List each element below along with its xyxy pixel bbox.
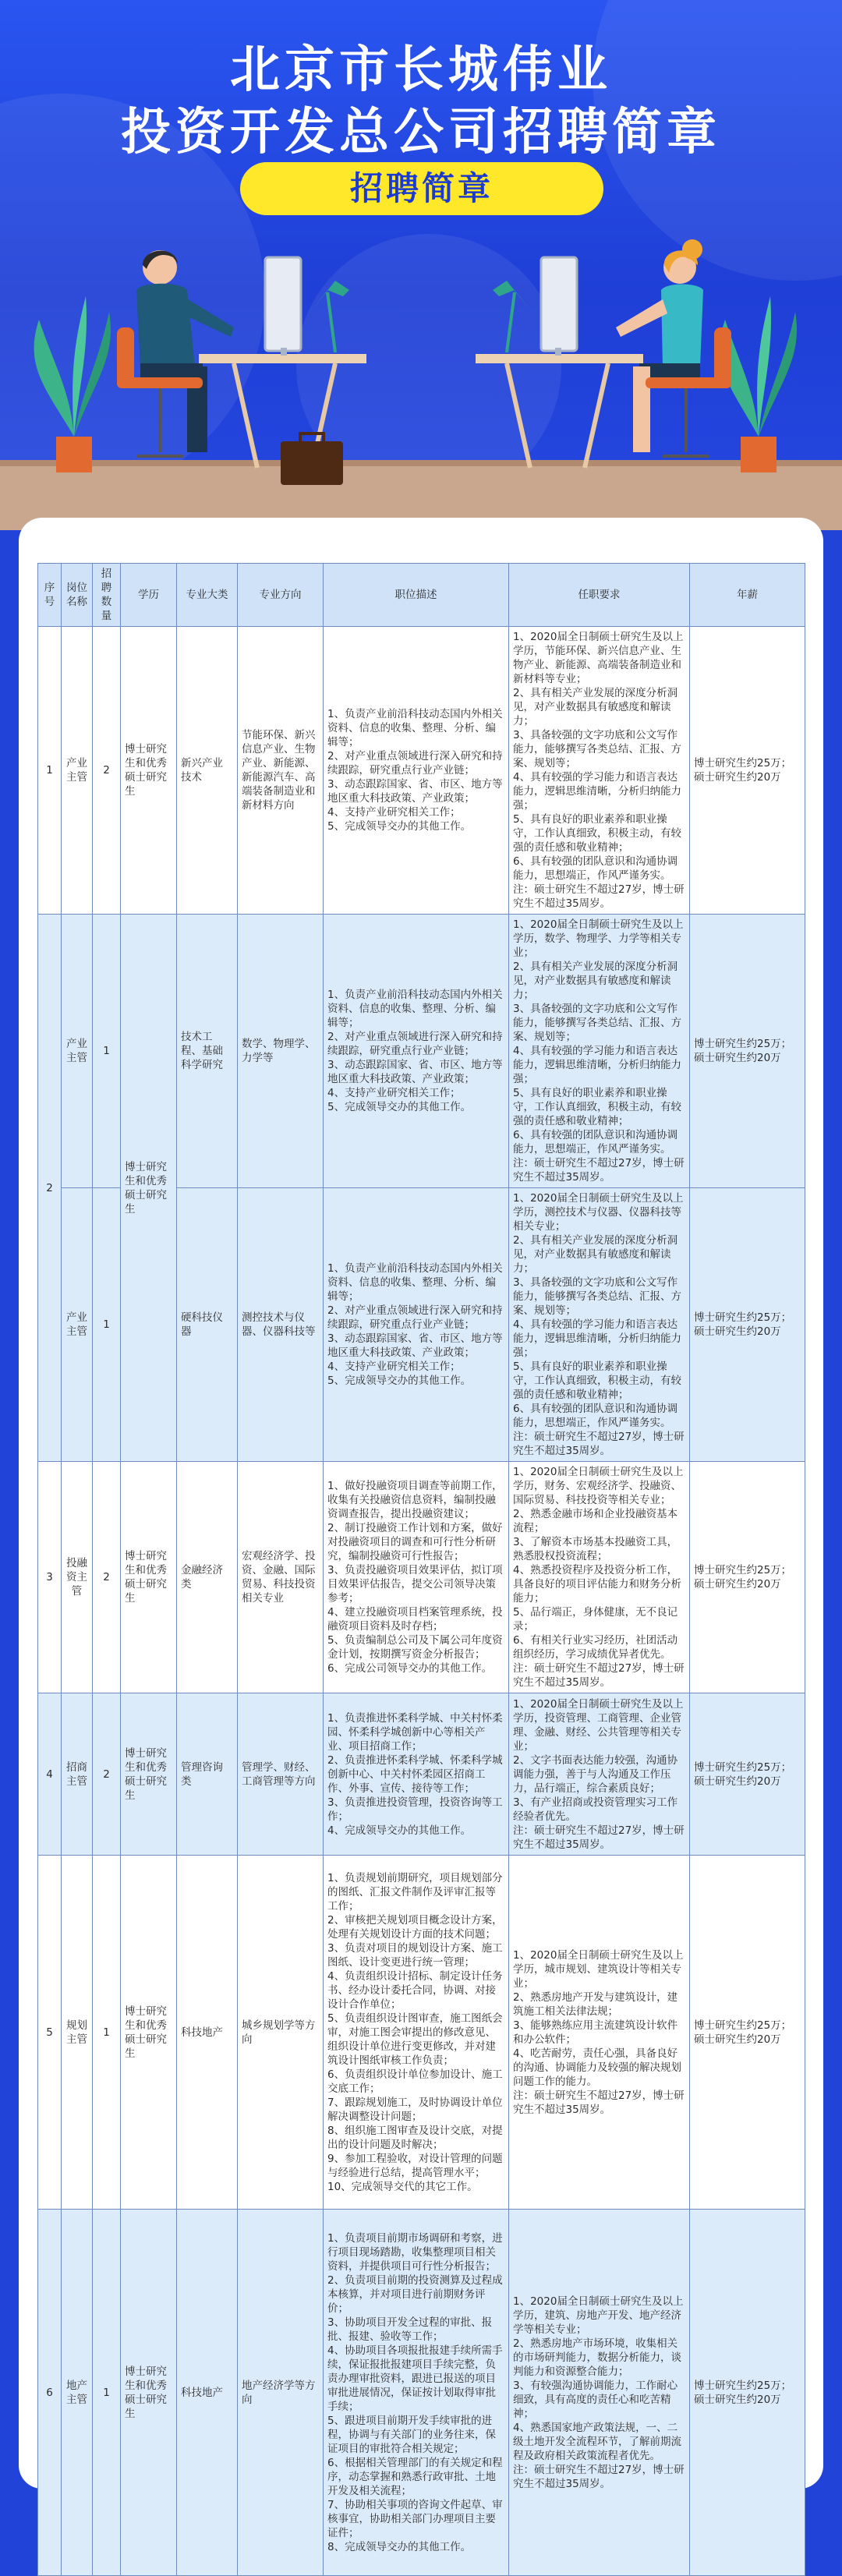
col-header: 专业大类 [177, 564, 238, 627]
col-header: 年薪 [690, 564, 805, 627]
briefcase-icon [281, 441, 343, 485]
salary: 博士研究生约25万；硕士研究生约20万 [690, 1693, 805, 1856]
degree: 博士研究生和优秀硕士研究生 [121, 1462, 177, 1693]
row-number: 4 [38, 1693, 62, 1856]
table-row [38, 1693, 805, 1856]
major-category: 硬科技仪器 [177, 1188, 238, 1462]
job-requirements: 1、2020届全日制硕士研究生及以上学历，数学、物理学、力学等相关专业； 2、具有相关产业发展的深度分析洞见，对产业数据具有敏感度和解读力； 3、具备较强的文字功底和公文写作能力，能够撰写各类总结、汇报、方案、规划等； 4、具有较强的学习能力和语言表达能力，逻辑思维清晰，分析归纳能力强； 5、具有良好的职业素养和职业操守，工作认真细致，积极主动，有较强的责任感和敬业精神； 6、具有较强的团队意识和沟通协调能力，思想端正，作风严谨务实。 注：硕士研究生不超过27岁，博士研究生不超过35周岁。 [509, 915, 690, 1188]
major-direction: 节能环保、新兴信息产业、生物产业、新能源、新能源汽车、高端装备制造业和新材料方向 [238, 627, 324, 915]
degree: 博士研究生和优秀硕士研究生 [121, 915, 177, 1462]
col-header: 序号 [38, 564, 62, 627]
major-direction: 城乡规划学等方向 [238, 1856, 324, 2210]
plant-left-icon [34, 296, 111, 472]
position-name: 规划主管 [62, 1856, 93, 2210]
major-category: 新兴产业技术 [177, 627, 238, 915]
col-header: 岗位名称 [62, 564, 93, 627]
hero-banner [0, 0, 842, 530]
position-name: 地产主管 [62, 2210, 93, 2576]
col-header: 职位描述 [324, 564, 509, 627]
hire-count: 2 [93, 627, 121, 915]
position-name: 产业主管 [62, 627, 93, 915]
table-header-row [38, 564, 805, 627]
salary: 博士研究生约25万；硕士研究生约20万 [690, 915, 805, 1188]
page-title-line2: 投资开发总公司招聘简章 [121, 104, 721, 161]
salary: 博士研究生约25万；硕士研究生约20万 [690, 1188, 805, 1462]
page-title-line1: 北京市长城伟业 [230, 41, 612, 99]
desk-left-icon [199, 257, 366, 468]
job-requirements: 1、2020届全日制硕士研究生及以上学历，测控技术与仪器、仪器科技等相关专业； 2、具有相关产业发展的深度分析洞见，对产业数据具有敏感度和解读力； 3、具备较强的文字功底和公文写作能力，能够撰写各类总结、汇报、方案、规划等； 4、具有较强的学习能力和语言表达能力，逻辑思维清晰，分析归纳能力强； 5、具有良好的职业素养和职业操守，工作认真细致，积极主动，有较强的责任感和敬业精神； 6、具有较强的团队意识和沟通协调能力，思想端正，作风严谨务实。 注：硕士研究生不超过27岁，博士研究生不超过35周岁。 [509, 1188, 690, 1462]
row-number: 1 [38, 627, 62, 915]
title-badge: 招聘简章 [240, 162, 603, 215]
salary: 博士研究生约25万；硕士研究生约20万 [690, 627, 805, 915]
position-name: 产业主管 [62, 915, 93, 1188]
major-category: 管理咨询类 [177, 1693, 238, 1856]
job-requirements: 1、2020届全日制硕士研究生及以上学历，投资管理、工商管理、企业管理、金融、财经、公共管理等相关专业； 2、文字书面表达能力较强，沟通协调能力强，善于与人沟通及工作压力，品行端正，综合素质良好； 3、有产业招商或投资管理实习工作经验者优先。 注：硕士研究生不超过27岁，博士研究生不超过35周岁。 [509, 1693, 690, 1856]
degree: 博士研究生和优秀硕士研究生 [121, 2210, 177, 2576]
hire-count: 1 [93, 2210, 121, 2576]
woman-icon [616, 239, 731, 456]
col-header: 学历 [121, 564, 177, 627]
hire-count: 1 [93, 1856, 121, 2210]
position-name: 产业主管 [62, 1188, 93, 1462]
table-row [38, 1462, 805, 1693]
table-row [38, 915, 805, 1188]
hire-count: 2 [93, 1462, 121, 1693]
salary: 博士研究生约25万；硕士研究生约20万 [690, 2210, 805, 2576]
job-description: 1、负责产业前沿科技动态国内外相关资料、信息的收集、整理、分析、编辑等； 2、对产业重点领域进行深入研究和持续跟踪，研究重点行业产业链； 3、动态跟踪国家、省、市区、地方等地区重大科技政策、产业政策； 4、支持产业研究相关工作； 5、完成领导交办的其他工作。 [324, 1188, 509, 1462]
job-description: 1、做好投融资项目调查等前期工作，收集有关投融资信息资料，编制投融资调查报告，提出投融资建议； 2、制订投融资工作计划和方案，做好对投融资项目的调查和可行性分析研究，编制投融资可行性报告； 3、负责投融资项目效果评估，拟订项目效果评估报告，提交公司领导决策参考； 4、建立投融资项目档案管理系统，投融资项目资料及时存档； 5、负责编制总公司及下属公司年度资金计划，按期撰写资金分析报告； 6、完成公司领导交办的其他工作。 [324, 1462, 509, 1693]
major-direction: 地产经济学等方向 [238, 2210, 324, 2576]
col-header: 任职要求 [509, 564, 690, 627]
salary: 博士研究生约25万；硕士研究生约20万 [690, 1856, 805, 2210]
job-description: 1、负责产业前沿科技动态国内外相关资料、信息的收集、整理、分析、编辑等； 2、对产业重点领域进行深入研究和持续跟踪，研究重点行业产业链； 3、动态跟踪国家、省、市区、地方等地区重大科技政策、产业政策； 4、支持产业研究相关工作； 5、完成领导交办的其他工作。 [324, 915, 509, 1188]
man-icon [117, 250, 234, 456]
major-category: 科技地产 [177, 1856, 238, 2210]
major-direction: 测控技术与仪器、仪器科技等 [238, 1188, 324, 1462]
job-requirements: 1、2020届全日制硕士研究生及以上学历，城市规划、建筑设计等相关专业； 2、熟悉房地产开发与建筑设计，建筑施工相关法律法规； 3、能够熟练应用主流建筑设计软件和办公软件； 4、吃苦耐劳，责任心强，具备良好的沟通、协调能力及较强的解决规划问题工作的能力。 注：硕士研究生不超过27岁，博士研究生不超过35周岁。 [509, 1856, 690, 2210]
row-number: 5 [38, 1856, 62, 2210]
table-row [38, 2210, 805, 2576]
major-direction: 宏观经济学、投资、金融、国际贸易、科技投资相关专业 [238, 1462, 324, 1693]
hire-count: 2 [93, 1693, 121, 1856]
job-description: 1、负责产业前沿科技动态国内外相关资料、信息的收集、整理、分析、编辑等； 2、对产业重点领域进行深入研究和持续跟踪，研究重点行业产业链； 3、动态跟踪国家、省、市区、地方等地区重大科技政策、产业政策； 4、支持产业研究相关工作； 5、完成领导交办的其他工作。 [324, 627, 509, 915]
major-direction: 数学、物理学、力学等 [238, 915, 324, 1188]
table-row [38, 1856, 805, 2210]
col-header: 招聘数量 [93, 564, 121, 627]
job-description: 1、负责推进怀柔科学城、中关村怀柔园、怀柔科学城创新中心等相关产业、项目招商工作； 2、负责推进怀柔科学城、怀柔科学城创新中心、中关村怀柔园区招商工作、外事、宣传、接待等工作； 3、负责推进投资管理，投资咨询等工作； 4、完成领导交办的其他工作。 [324, 1693, 509, 1856]
major-direction: 管理学、财经、工商管理等方向 [238, 1693, 324, 1856]
position-name: 招商主管 [62, 1693, 93, 1856]
major-category: 科技地产 [177, 2210, 238, 2576]
interview-illustration [0, 0, 842, 530]
degree: 博士研究生和优秀硕士研究生 [121, 1856, 177, 2210]
degree: 博士研究生和优秀硕士研究生 [121, 1693, 177, 1856]
col-header: 专业方向 [238, 564, 324, 627]
recruitment-table [37, 563, 805, 2576]
salary: 博士研究生约25万；硕士研究生约20万 [690, 1462, 805, 1693]
job-requirements: 1、2020届全日制硕士研究生及以上学历，节能环保、新兴信息产业、生物产业、新能源、高端装备制造业和新材料等专业； 2、具有相关产业发展的深度分析洞见，对产业数据具有敏感度和解读力； 3、具备较强的文字功底和公文写作能力，能够撰写各类总结、汇报、方案、规划等； 4、具有较强的学习能力和语言表达能力，逻辑思维清晰，分析归纳能力强； 5、具有良好的职业素养和职业操守，工作认真细致，积极主动，有较强的责任感和敬业精神； 6、具有较强的团队意识和沟通协调能力，思想端正，作风严谨务实。 注：硕士研究生不超过27岁，博士研究生不超过35周岁。 [509, 627, 690, 915]
degree: 博士研究生和优秀硕士研究生 [121, 627, 177, 915]
job-requirements: 1、2020届全日制硕士研究生及以上学历，财务、宏观经济学、投融资、国际贸易、科技投资等相关专业； 2、熟悉金融市场和企业投融资基本流程； 3、了解资本市场基本投融资工具，熟悉股权投资流程； 4、熟悉投资程序及投资分析工作，具备良好的项目评估能力和财务分析能力； 5、品行端正，身体健康，无不良记录； 6、有相关行业实习经历，社团活动组织经历，学习成绩优异者优先。 注：硕士研究生不超过27岁，博士研究生不超过35周岁。 [509, 1462, 690, 1693]
row-number: 2 [38, 915, 62, 1462]
major-category: 金融经济类 [177, 1462, 238, 1693]
major-category: 技术工程、基础科学研究 [177, 915, 238, 1188]
job-description: 1、负责项目前期市场调研和考察，进行项目现场踏勘，收集整理项目相关资料，并提供项目可行性分析报告； 2、负责项目前期的投资测算及过程成本核算，并对项目进行前期财务评价； 3、协助项目开发全过程的审批、报批、报建、验收等工作； 4、协助项目各项报批报建手续所需手续，保证报批报建项目手续完整，负责办理审批资料，跟进已报送的项目审批进展情况，保证按计划取得审批手续； 5、跟进项目前期开发手续审批的进程，协调与有关部门的业务往来，保证项目的审批符合相关规定； 6、根据相关管理部门的有关规定和程序，动态掌握和熟悉行政审批、土地开发及相关流程； 7、协助相关事项的咨询文件起草、审核事宜，协助相关部门办理项目主要证件； 8、完成领导交办的其他工作。 [324, 2210, 509, 2576]
job-requirements: 1、2020届全日制硕士研究生及以上学历，建筑、房地产开发、地产经济学等相关专业； 2、熟悉房地产市场环境，收集相关的市场研判能力，数据分析能力，谈判能力和资源整合能力； 3、有较强沟通协调能力，工作耐心细致，具有高度的责任心和吃苦精神； 4、熟悉国家地产政策法规，一、二级土地开发全流程环节，了解前期流程及政府相关政策流程者优先。 注：硕士研究生不超过27岁，博士研究生不超过35周岁。 [509, 2210, 690, 2576]
table-row [38, 627, 805, 915]
plant-right-icon [720, 296, 797, 472]
hire-count: 1 [93, 1188, 121, 1462]
hire-count: 1 [93, 915, 121, 1188]
row-number: 3 [38, 1462, 62, 1693]
row-number: 6 [38, 2210, 62, 2576]
job-description: 1、负责规划前期研究，项目规划部分的图纸、汇报文件制作及评审汇报等工作； 2、审核把关规划项目概念设计方案，处理有关规划设计方面的技术问题； 3、负责对项目的规划设计方案、施工图纸、设计变更进行统一管理； 4、负责组织设计招标、制定设计任务书、经办设计委托合同，协调、对接设计合作单位； 5、负责组织设计图审查，施工图纸会审，对施工图会审提出的修改意见、组织设计单位进行变更修改，并对建筑设计图纸审核工作负责； 6、负责组织设计单位参加设计、施工交底工作； 7、跟踪规划施工，及时协调设计单位解决调整设计问题； 8、组织施工图审查及设计交底，对提出的设计问题及时解决； 9、参加工程验收，对设计管理的问题与经验进行总结，提高管理水平； 10、完成领导交代的其它工作。 [324, 1856, 509, 2210]
desk-right-icon [476, 257, 643, 468]
position-name: 投融资主管 [62, 1462, 93, 1693]
